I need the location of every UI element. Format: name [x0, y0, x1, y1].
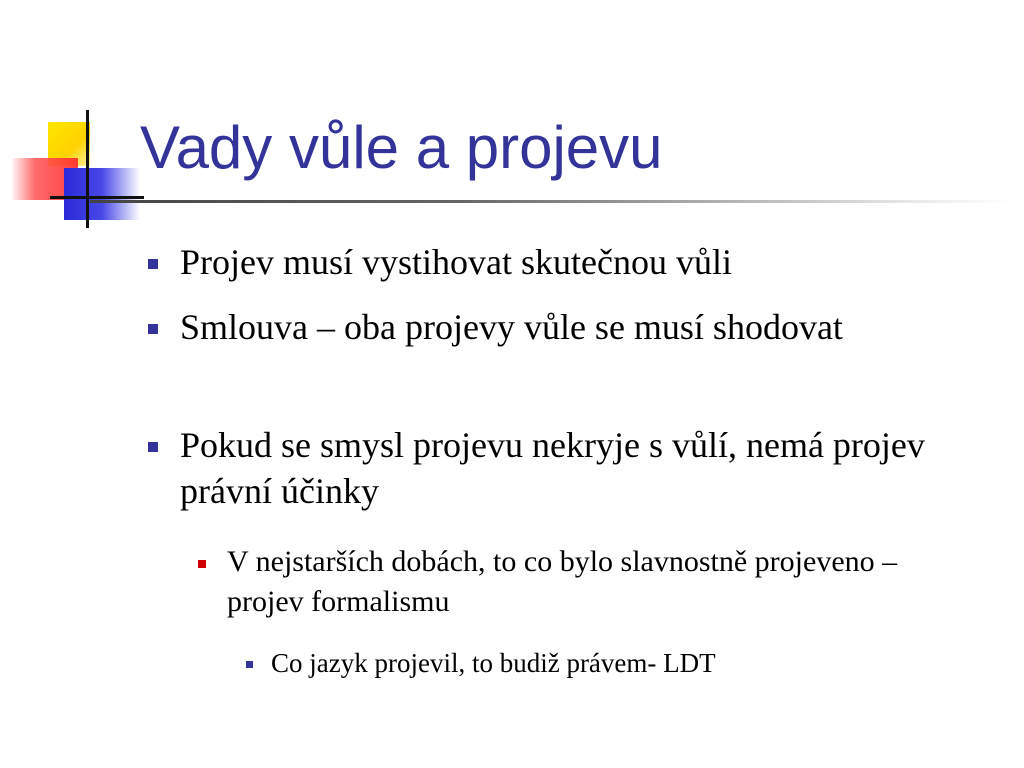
bullet-item-1: Projev musí vystihovat skutečnou vůli: [180, 242, 732, 282]
bullet-marker-level1: [148, 324, 158, 334]
bullet-item-2: Smlouva – oba projevy vůle se musí shodovat: [180, 307, 843, 347]
bullet-item-3: Pokud se smysl projevu nekryje s vůlí, nemá projev právní účinky: [180, 425, 925, 511]
slide-title: Vady vůle a projevu: [140, 114, 663, 181]
bullet-marker-level1: [148, 259, 158, 269]
bullet-marker-level1: [148, 442, 158, 452]
bullet-marker-level3: [246, 661, 253, 668]
sub-sub-bullet-item-1: Co jazyk projevil, to budiž právem- LDT: [271, 648, 716, 678]
bullet-marker-level2: [198, 560, 206, 568]
sub-bullet-item-1: V nejstarších dobách, to co bylo slavnostně projeveno – projev formalismu: [227, 545, 898, 618]
